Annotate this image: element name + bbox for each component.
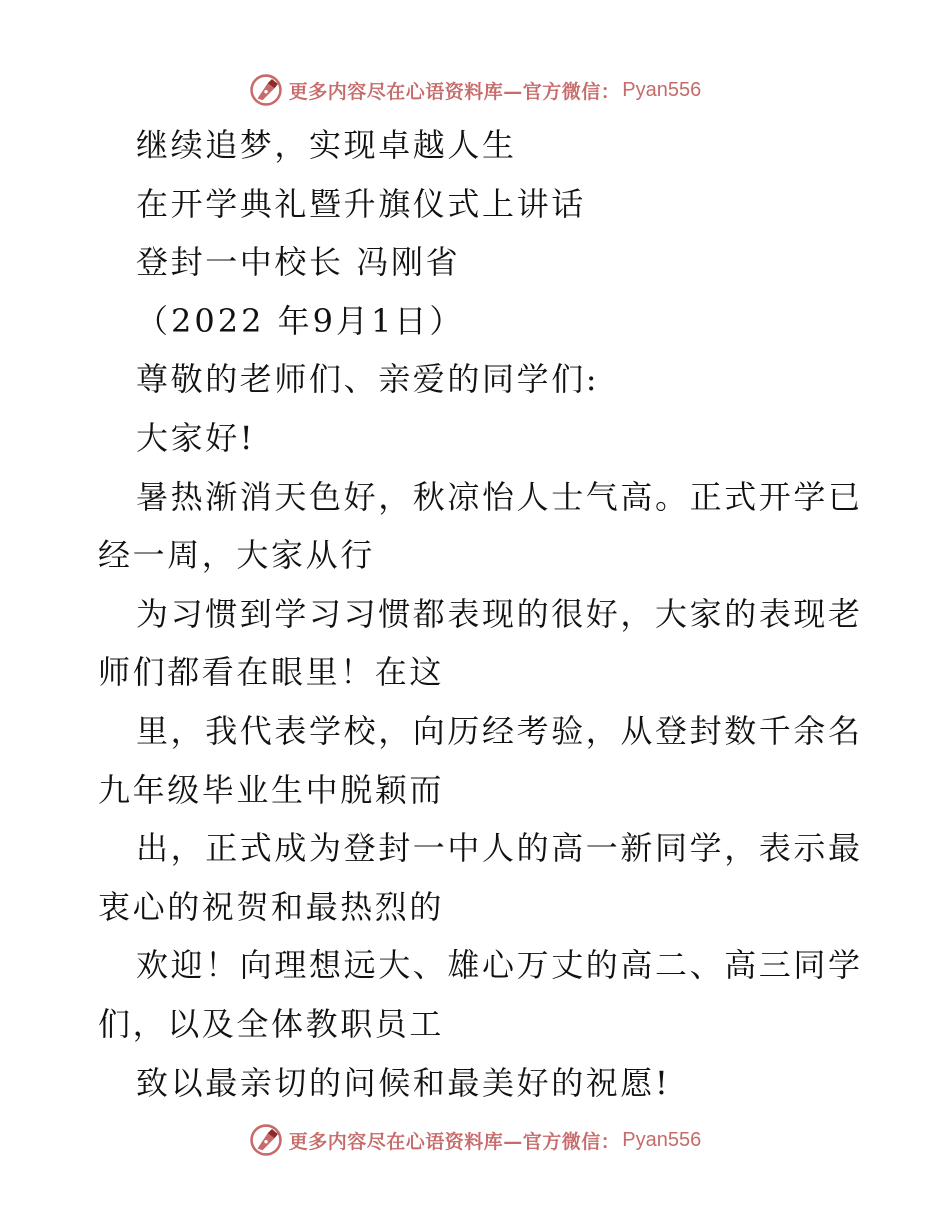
- watermark-wechat-id: Pyan556: [622, 78, 702, 101]
- paragraph-line: 经一周，大家从行: [98, 536, 375, 575]
- document-body: [98, 116, 863, 1112]
- salutation: 尊敬的老师们、亲爱的同学们:: [136, 360, 600, 399]
- paragraph-line: 出，正式成为登封一中人的高一新同学，表示最: [136, 829, 863, 868]
- watermark-text: 更多内容尽在心语资料库—官方微信：: [288, 80, 621, 103]
- date-line: （2022 年9月1日）: [136, 301, 465, 340]
- paragraph-line: 师们都看在眼里！在这: [98, 653, 445, 692]
- speaker-line: 登封一中校长 冯刚省: [136, 243, 461, 282]
- pen-nib-logo-icon: [249, 73, 283, 107]
- watermark-wechat-id: Pyan556: [622, 1128, 702, 1151]
- footer-watermark: [0, 1120, 950, 1160]
- greeting: 大家好!: [136, 418, 256, 457]
- paragraph-line: 为习惯到学习习惯都表现的很好，大家的表现老: [136, 594, 863, 633]
- paragraph-line: 致以最亲切的问候和最美好的祝愿!: [136, 1063, 671, 1102]
- paragraph-line: 暑热渐消天色好，秋凉怡人士气高。正式开学已: [136, 477, 863, 516]
- speech-subtitle: 在开学典礼暨升旗仪式上讲话: [136, 184, 586, 223]
- paragraph-line: 们，以及全体教职员工: [98, 1004, 445, 1043]
- pen-nib-logo-icon: [249, 1123, 283, 1157]
- paragraph-line: 欢迎！向理想远大、雄心万丈的高二、高三同学: [136, 946, 863, 985]
- speech-title: 继续追梦，实现卓越人生: [136, 126, 517, 164]
- paragraph-line: 衷心的祝贺和最热烈的: [98, 887, 445, 926]
- watermark-text: 更多内容尽在心语资料库—官方微信：: [288, 1130, 621, 1153]
- header-watermark: [0, 70, 950, 110]
- paragraph-line: 九年级毕业生中脱颖而: [98, 770, 445, 809]
- paragraph-line: 里，我代表学校，向历经考验，从登封数千余名: [136, 711, 863, 750]
